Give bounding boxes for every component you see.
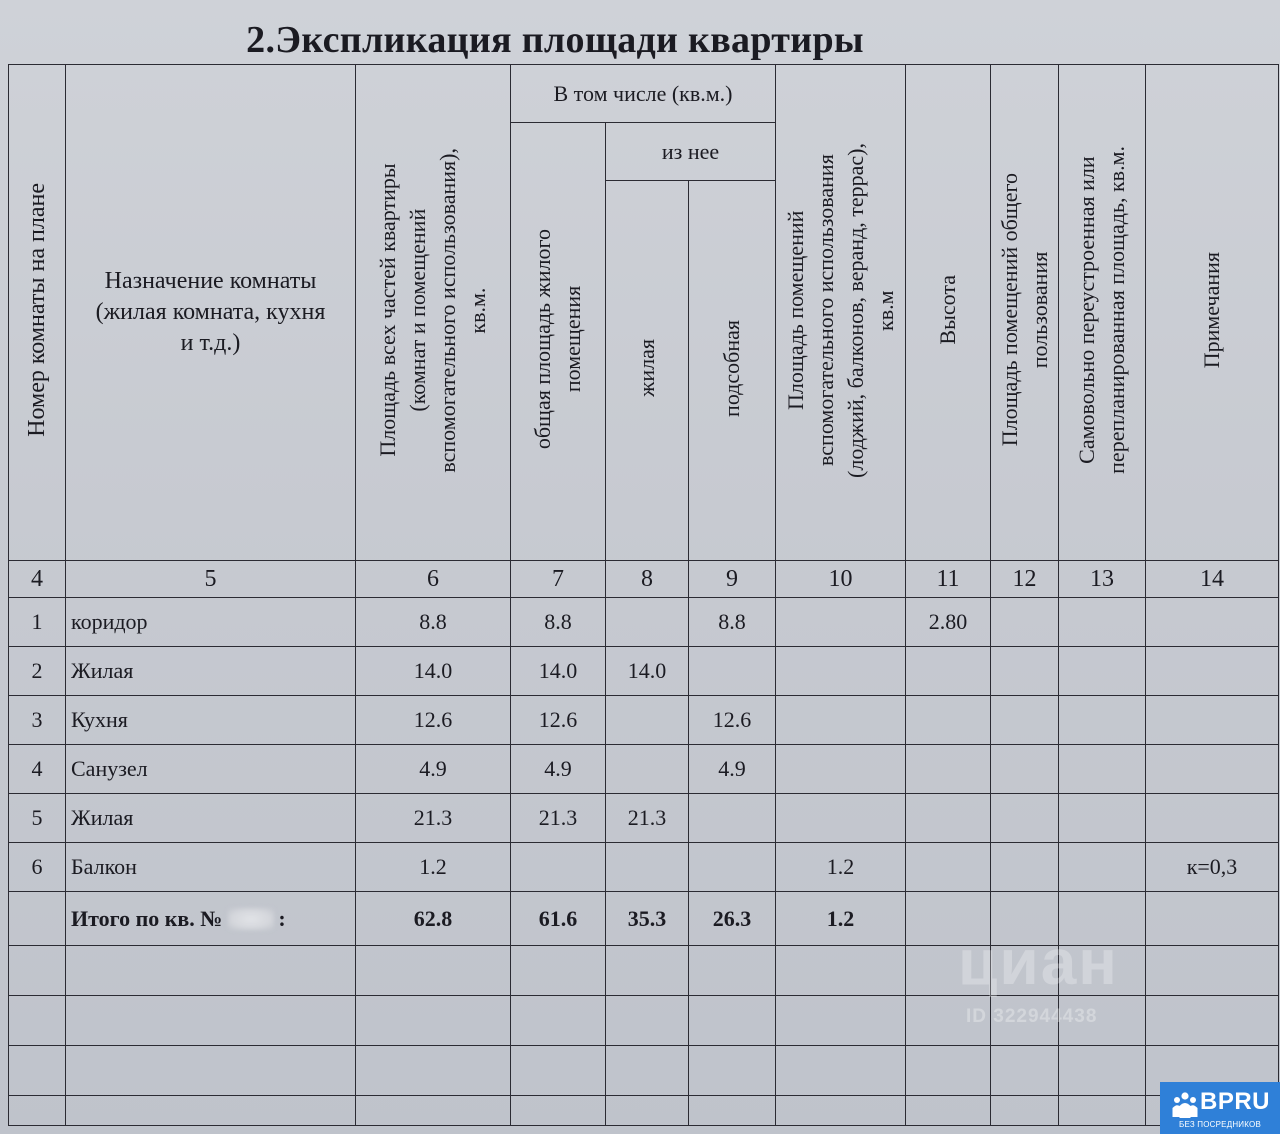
cell-auxiliary-area [689, 647, 776, 696]
cell-unauthorized-area [1059, 696, 1146, 745]
cell-living-area [606, 843, 689, 892]
cell-notes: к=0,3 [1146, 843, 1279, 892]
table-row [9, 696, 1279, 745]
cell-room-purpose: Балкон [66, 843, 356, 892]
logo-tagline: БЕЗ ПОСРЕДНИКОВ [1179, 1120, 1261, 1129]
cell-room-number: 2 [9, 647, 66, 696]
column-number: 7 [511, 561, 606, 598]
people-icon [1172, 1091, 1198, 1119]
cell-common-area [991, 598, 1059, 647]
cell-auxiliary-use-area [776, 794, 906, 843]
cell-unauthorized-area [1059, 598, 1146, 647]
cell-living-total-area: 4.9 [511, 745, 606, 794]
cell-room-number: 3 [9, 696, 66, 745]
cell-auxiliary-area: 12.6 [689, 696, 776, 745]
column-number: 4 [9, 561, 66, 598]
table-row [9, 794, 1279, 843]
header-total-area: Площадь всех частей квартиры (комнат и помещений вспомогательного использования), кв.м. [356, 65, 511, 561]
totals-label-suffix: : [278, 905, 286, 931]
document-title: 2.Экспликация площади квартиры [246, 19, 864, 61]
cell-room-number: 4 [9, 745, 66, 794]
cell-living-area [606, 598, 689, 647]
header-notes: Примечания [1146, 65, 1279, 561]
cell-auxiliary-area: 4.9 [689, 745, 776, 794]
header-common-area: Площадь помещений общего пользования [991, 65, 1059, 561]
cell-living-total-area: 14.0 [511, 647, 606, 696]
column-number-row [9, 561, 1279, 598]
cell-living-total-area [511, 843, 606, 892]
cell-total-area: 14.0 [356, 647, 511, 696]
cell-living-area [606, 745, 689, 794]
empty-row [9, 1046, 1279, 1096]
totals-label-cell [66, 892, 356, 946]
cell-room-number [9, 892, 66, 946]
cell-auxiliary-area: 8.8 [689, 598, 776, 647]
cell-height [906, 843, 991, 892]
cell-living-area: 14.0 [606, 647, 689, 696]
cell-room-purpose: Санузел [66, 745, 356, 794]
cell-living-total-area: 21.3 [511, 794, 606, 843]
cell-unauthorized-area [1059, 647, 1146, 696]
cell-living-total-area: 12.6 [511, 696, 606, 745]
cell-total-area: 12.6 [356, 696, 511, 745]
cell-auxiliary-area [689, 794, 776, 843]
total-total-area: 62.8 [356, 892, 511, 946]
cell-notes [1146, 745, 1279, 794]
header-row [9, 65, 1279, 123]
cell-auxiliary-use-area: 1.2 [776, 843, 906, 892]
cell-unauthorized-area [1059, 794, 1146, 843]
cell-room-purpose: Жилая [66, 647, 356, 696]
total-auxiliary-area: 26.3 [689, 892, 776, 946]
header-purpose: Назначение комнаты (жилая комната, кухня и т.д.) [66, 65, 356, 561]
cell-notes [1146, 647, 1279, 696]
cell-room-number: 6 [9, 843, 66, 892]
header-height: Высота [906, 65, 991, 561]
cell-total-area: 4.9 [356, 745, 511, 794]
header-living-total: общая площадь жилого помещения [511, 123, 606, 561]
column-number: 13 [1059, 561, 1146, 598]
cell-total-area: 1.2 [356, 843, 511, 892]
header-including: В том числе (кв.м.) [511, 65, 776, 123]
cell-room-purpose: коридор [66, 598, 356, 647]
cell-common-area [991, 794, 1059, 843]
cell-unauthorized-area [1059, 843, 1146, 892]
cell-notes [1146, 598, 1279, 647]
cell-auxiliary-use-area [776, 598, 906, 647]
cian-watermark-id: ID 322944438 [966, 1006, 1098, 1027]
total-living-total-area: 61.6 [511, 892, 606, 946]
cell-living-area [606, 696, 689, 745]
column-number: 9 [689, 561, 776, 598]
column-number: 5 [66, 561, 356, 598]
cell-common-area [991, 696, 1059, 745]
total-living-area: 35.3 [606, 892, 689, 946]
cell-common-area [991, 745, 1059, 794]
cell-auxiliary-use-area [776, 696, 906, 745]
column-number: 6 [356, 561, 511, 598]
cell-living-total-area: 8.8 [511, 598, 606, 647]
cell-unauthorized-area [1059, 745, 1146, 794]
cell-notes [1146, 794, 1279, 843]
cell-total-area: 8.8 [356, 598, 511, 647]
cell-room-number: 1 [9, 598, 66, 647]
cell-height [906, 696, 991, 745]
totals-label: Итого по кв. № [71, 905, 223, 931]
cell-auxiliary-use-area [776, 647, 906, 696]
cian-watermark-brand: циан [958, 926, 1119, 998]
logo-name: BPRU [1200, 1088, 1271, 1115]
column-number: 8 [606, 561, 689, 598]
total-auxiliary-use-area: 1.2 [776, 892, 906, 946]
column-number: 11 [906, 561, 991, 598]
table-row [9, 843, 1279, 892]
table-row [9, 598, 1279, 647]
table-row [9, 745, 1279, 794]
header-auxiliary-use: Площадь помещений вспомогательного использования (лоджий, балконов, веранд, террас), кв.м [776, 65, 906, 561]
cell-room-purpose: Кухня [66, 696, 356, 745]
cell-auxiliary-use-area [776, 745, 906, 794]
column-number: 14 [1146, 561, 1279, 598]
cell-room-number: 5 [9, 794, 66, 843]
cell-height [906, 794, 991, 843]
total-notes [1146, 892, 1279, 946]
table-row [9, 647, 1279, 696]
column-number: 10 [776, 561, 906, 598]
cell-room-purpose: Жилая [66, 794, 356, 843]
cell-living-area: 21.3 [606, 794, 689, 843]
header-unauthorized: Самовольно переустроенная или перепланированная площадь, кв.м. [1059, 65, 1146, 561]
redacted-apartment-number [228, 908, 274, 930]
header-of-which: из нее [606, 123, 776, 181]
cell-total-area: 21.3 [356, 794, 511, 843]
cell-common-area [991, 647, 1059, 696]
cell-height [906, 647, 991, 696]
header-auxiliary: подсобная [689, 181, 776, 561]
cell-height: 2.80 [906, 598, 991, 647]
header-living: жилая [606, 181, 689, 561]
empty-row [9, 1096, 1279, 1126]
cell-auxiliary-area [689, 843, 776, 892]
bpru-logo[interactable] [1160, 1082, 1280, 1134]
cell-height [906, 745, 991, 794]
cell-notes [1146, 696, 1279, 745]
column-number: 12 [991, 561, 1059, 598]
header-room-number: Номер комнаты на плане [9, 65, 66, 561]
cell-common-area [991, 843, 1059, 892]
